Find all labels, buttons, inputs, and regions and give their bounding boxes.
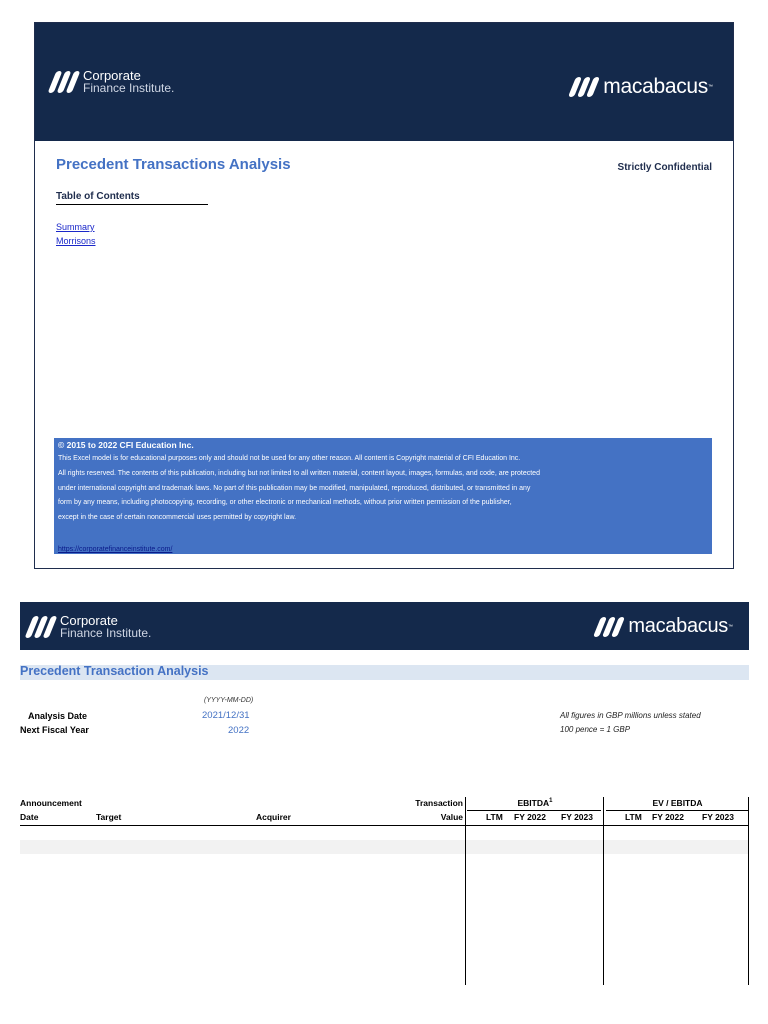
- group-header-ebitda: [467, 798, 603, 808]
- column-divider: [465, 797, 466, 985]
- col-header-ebitda-fy2023: FY 2023: [561, 812, 593, 822]
- cfi-slashes-icon: [29, 616, 53, 638]
- trademark-mark: ™: [708, 84, 713, 90]
- ebitda-group-underline: [467, 810, 601, 811]
- ebitda-group-label: EBITDA: [517, 798, 550, 808]
- column-divider: [748, 797, 749, 985]
- header-bottom-rule: [20, 825, 749, 826]
- col-header-ev-fy2023: FY 2023: [702, 812, 734, 822]
- analysis-date-label: Analysis Date: [28, 711, 88, 721]
- page-title: Precedent Transactions Analysis: [56, 156, 291, 173]
- copyright-line: except in the case of certain noncommercial uses permitted by copyright law.: [58, 514, 297, 522]
- col-header-transaction: Transaction: [415, 798, 463, 808]
- copyright-box: [54, 438, 712, 554]
- macabacus-slashes-icon: [597, 617, 621, 637]
- col-header-ebitda-ltm: LTM: [486, 812, 503, 822]
- currency-note: All figures in GBP millions unless stated: [560, 711, 701, 720]
- copyright-line: form by any means, including photocopying, recording, or other electronic or mechanical methods, without prior written permission of the publisher,: [58, 499, 512, 507]
- macabacus-logo: [597, 615, 733, 638]
- col-header-target: Target: [96, 812, 122, 822]
- copyright-line: This Excel model is for educational purposes only and should not be used for any other reason. All content is Copyright material of CFI Education Inc.: [58, 455, 521, 462]
- col-header-date: Date: [20, 812, 39, 822]
- cfi-logo: [29, 614, 151, 640]
- toc-heading: Table of Contents: [56, 191, 208, 205]
- cfi-logo-line1: Corporate: [60, 613, 118, 628]
- macabacus-logo: [572, 75, 713, 99]
- cfi-logo-line1: Corporate: [83, 68, 141, 83]
- col-header-acquirer: Acquirer: [256, 812, 291, 822]
- copyright-line: All rights reserved. The contents of this publication, including but not limited to all written material, content layout, images, formulas, and code, are protected: [58, 469, 540, 477]
- cover-sheet: [34, 22, 734, 569]
- col-header-ebitda-fy2022: FY 2022: [514, 812, 546, 822]
- cfi-logo-line2: Finance Institute.: [83, 81, 175, 95]
- analysis-date-value[interactable]: 2021/12/31: [202, 710, 250, 721]
- cfi-logo-line2: Finance Institute.: [60, 626, 152, 640]
- col-header-ev-ltm: LTM: [625, 812, 642, 822]
- cover-header-band: [35, 23, 733, 141]
- next-fiscal-year-label: Next Fiscal Year: [20, 725, 89, 735]
- macabacus-logo-text: macabacus: [628, 615, 728, 637]
- toc-link-morrisons[interactable]: Morrisons: [56, 236, 96, 246]
- group-header-ev-ebitda: EV / EBITDA: [652, 798, 703, 808]
- summary-title: Precedent Transaction Analysis: [20, 664, 209, 678]
- trademark-mark: ™: [728, 623, 733, 630]
- col-header-value: Value: [440, 812, 463, 822]
- column-divider: [603, 797, 604, 985]
- cfi-slashes-icon: [52, 71, 76, 93]
- col-header-announcement: Announcement: [20, 798, 82, 808]
- date-format-hint: (YYYY-MM-DD): [204, 697, 254, 704]
- ebitda-footnote-marker: 1: [549, 798, 553, 805]
- macabacus-slashes-icon: [572, 77, 596, 97]
- table-row[interactable]: [20, 840, 749, 854]
- next-fiscal-year-value[interactable]: 2022: [228, 725, 250, 736]
- col-header-ev-fy2022: FY 2022: [652, 812, 684, 822]
- macabacus-logo-text: macabacus: [603, 75, 708, 98]
- summary-header-band: [20, 602, 749, 650]
- copyright-title: © 2015 to 2022 CFI Education Inc.: [58, 440, 194, 450]
- ev-group-underline: [606, 810, 749, 811]
- cfi-logo: [52, 69, 174, 95]
- copyright-line: under international copyright and trademark laws. No part of this publication may be modified, manipulated, reproduced, distributed, or transmitted in any: [58, 484, 531, 492]
- cfi-website-link[interactable]: https://corporatefinanceinstitute.com/: [58, 546, 173, 553]
- pence-note: 100 pence = 1 GBP: [560, 725, 631, 734]
- toc-link-summary[interactable]: Summary: [56, 222, 95, 232]
- confidential-label: Strictly Confidential: [617, 162, 712, 173]
